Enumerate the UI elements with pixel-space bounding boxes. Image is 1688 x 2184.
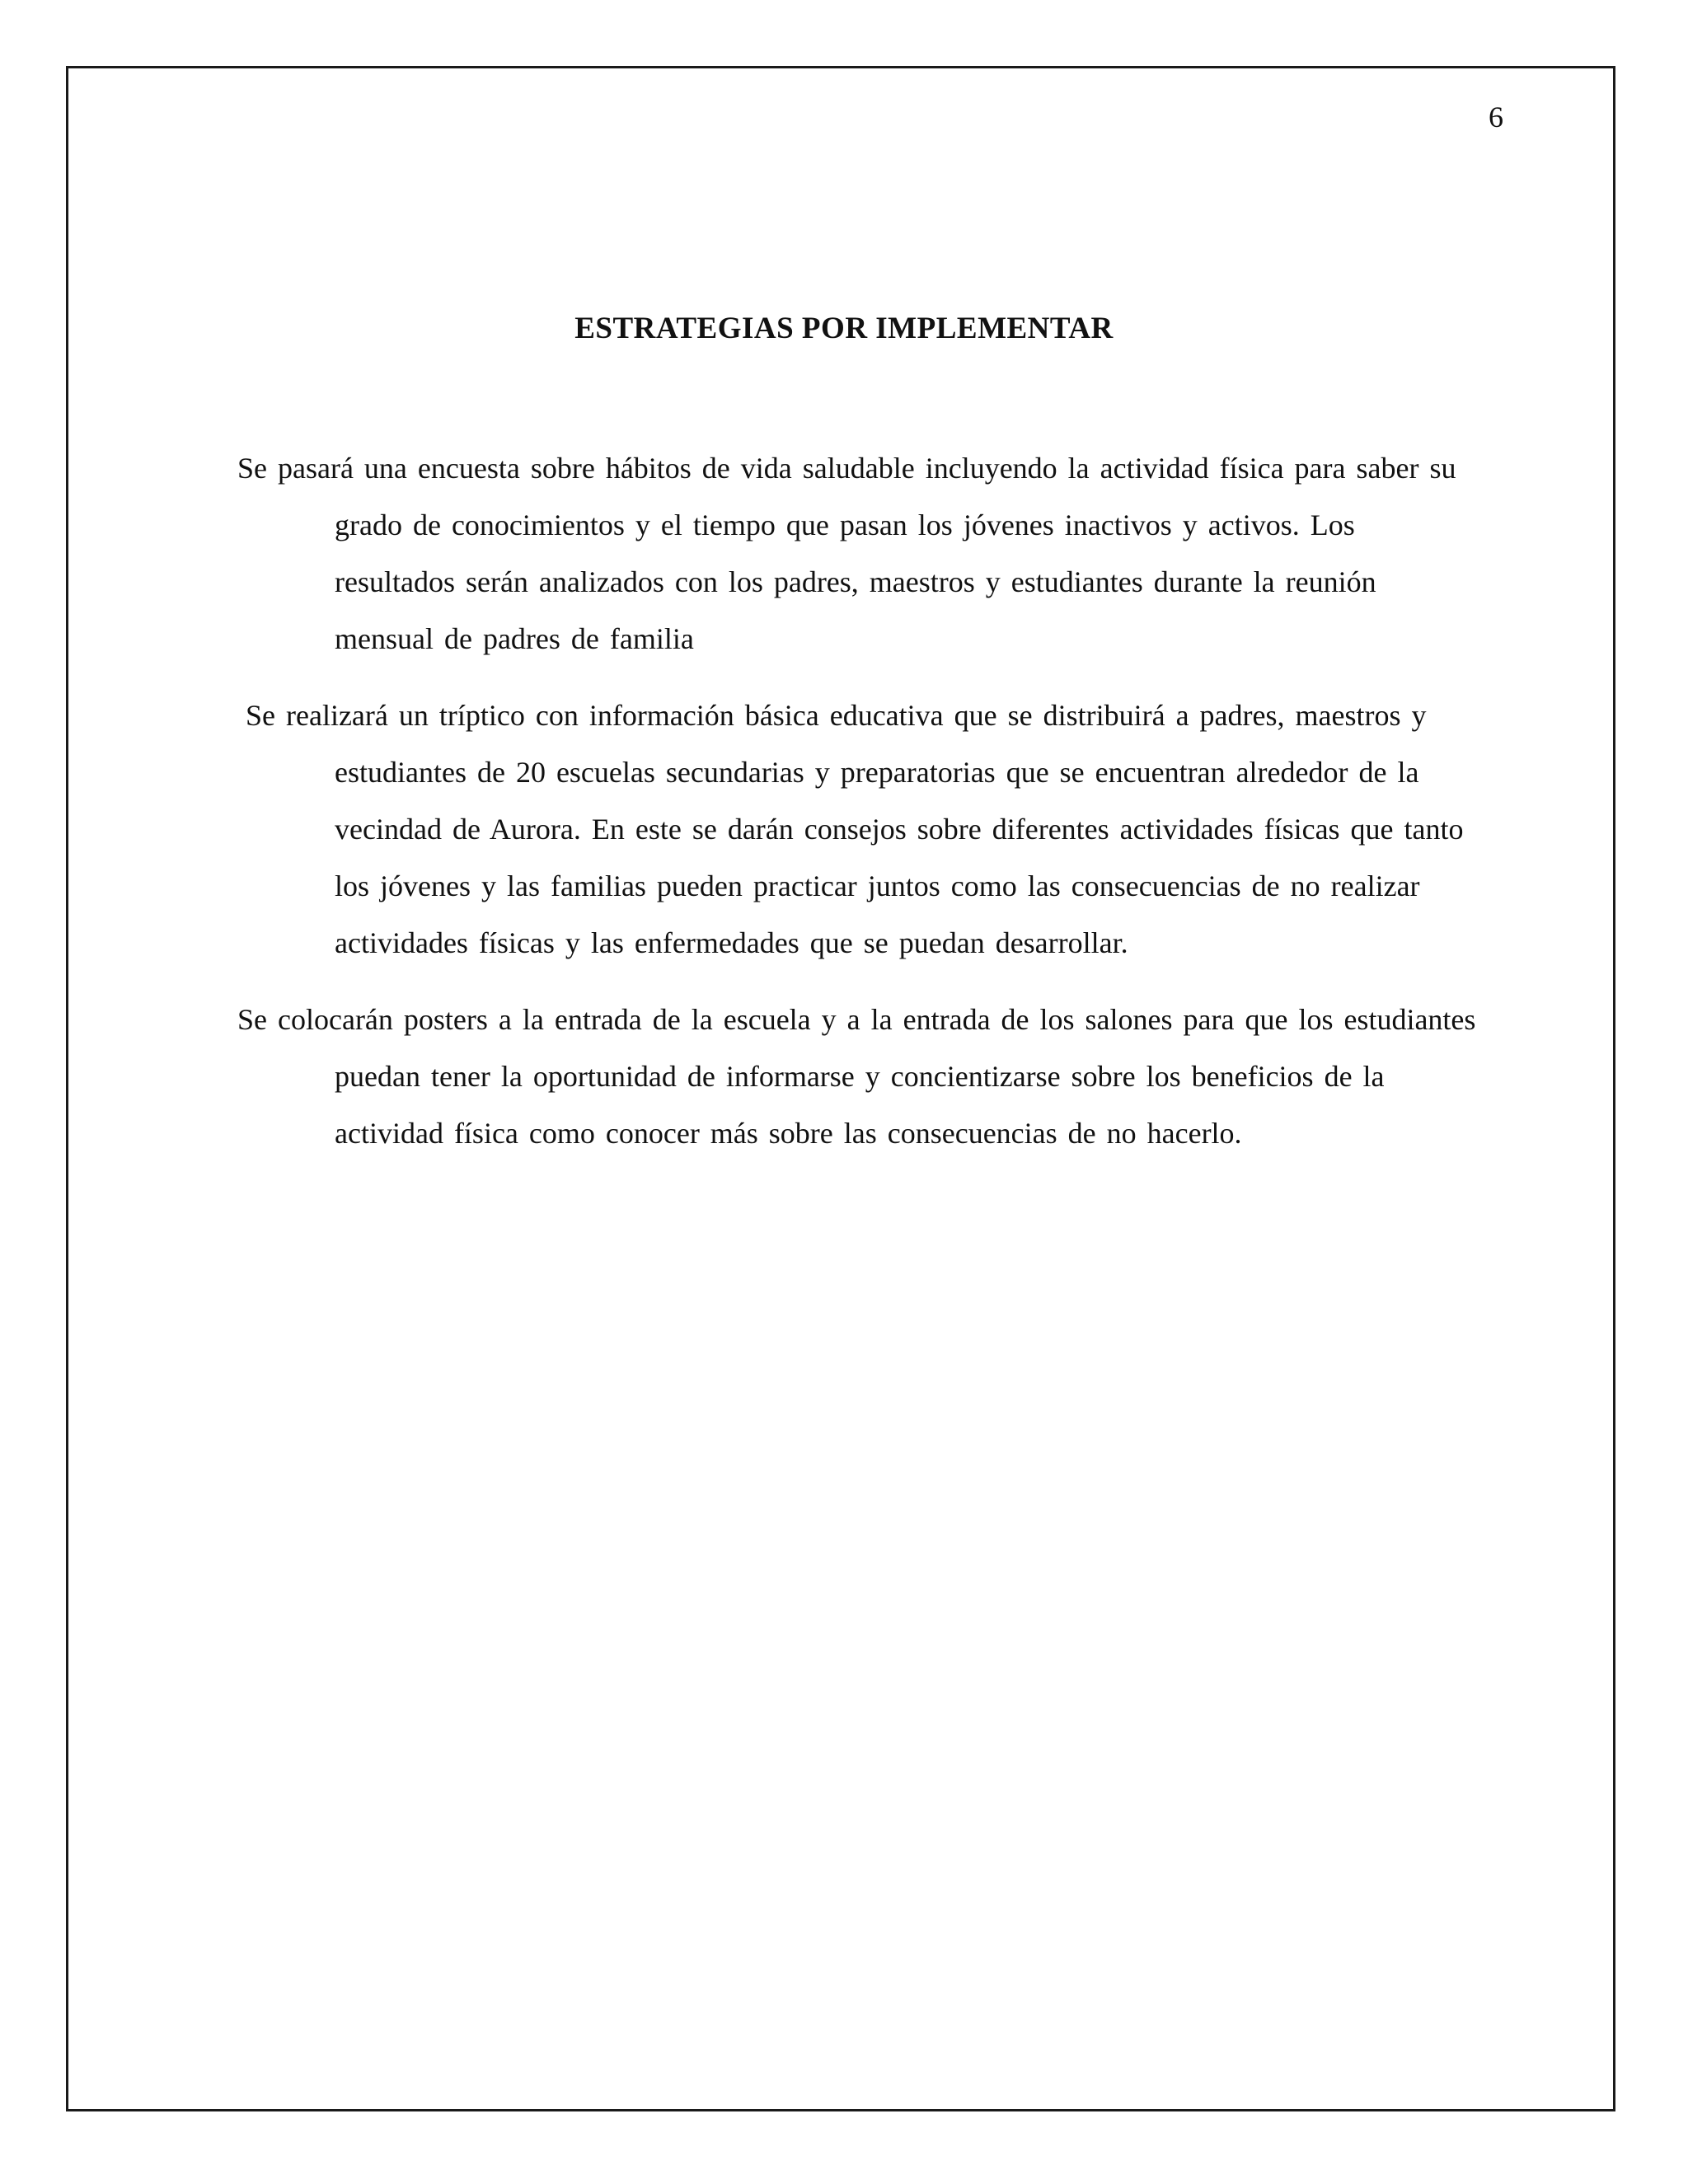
page-number: 6	[1489, 101, 1503, 134]
body-text	[237, 440, 1482, 1182]
section-title: ESTRATEGIAS POR IMPLEMENTAR	[574, 312, 1114, 345]
paragraph-triptych: Se realizará un tríptico con información básica educativa que se distribuirá a padres, maestros y estudiantes de 20 escuelas secundarias y preparatorias que se encuentran alrededor de la vecindad de Aurora. En este se darán consejos sobre diferentes actividades físicas que tanto los jóvenes y las familias pueden practicar juntos como las consecuencias de no realizar actividades físicas y las enfermedades que se puedan desarrollar.	[246, 699, 1464, 959]
paragraph-posters: Se colocarán posters a la entrada de la escuela y a la entrada de los salones para que los estudiantes puedan tener la oportunidad de informarse y concientizarse sobre los beneficios de la actividad física como conocer más sobre las consecuencias de no hacerlo.	[237, 1003, 1476, 1150]
paragraph-survey: Se pasará una encuesta sobre hábitos de vida saludable incluyendo la actividad física para saber su grado de conocimientos y el tiempo que pasan los jóvenes inactivos y activos. Los resultados serán analizados con los padres, maestros y estudiantes durante la reunión mensual de padres de familia	[237, 452, 1456, 655]
